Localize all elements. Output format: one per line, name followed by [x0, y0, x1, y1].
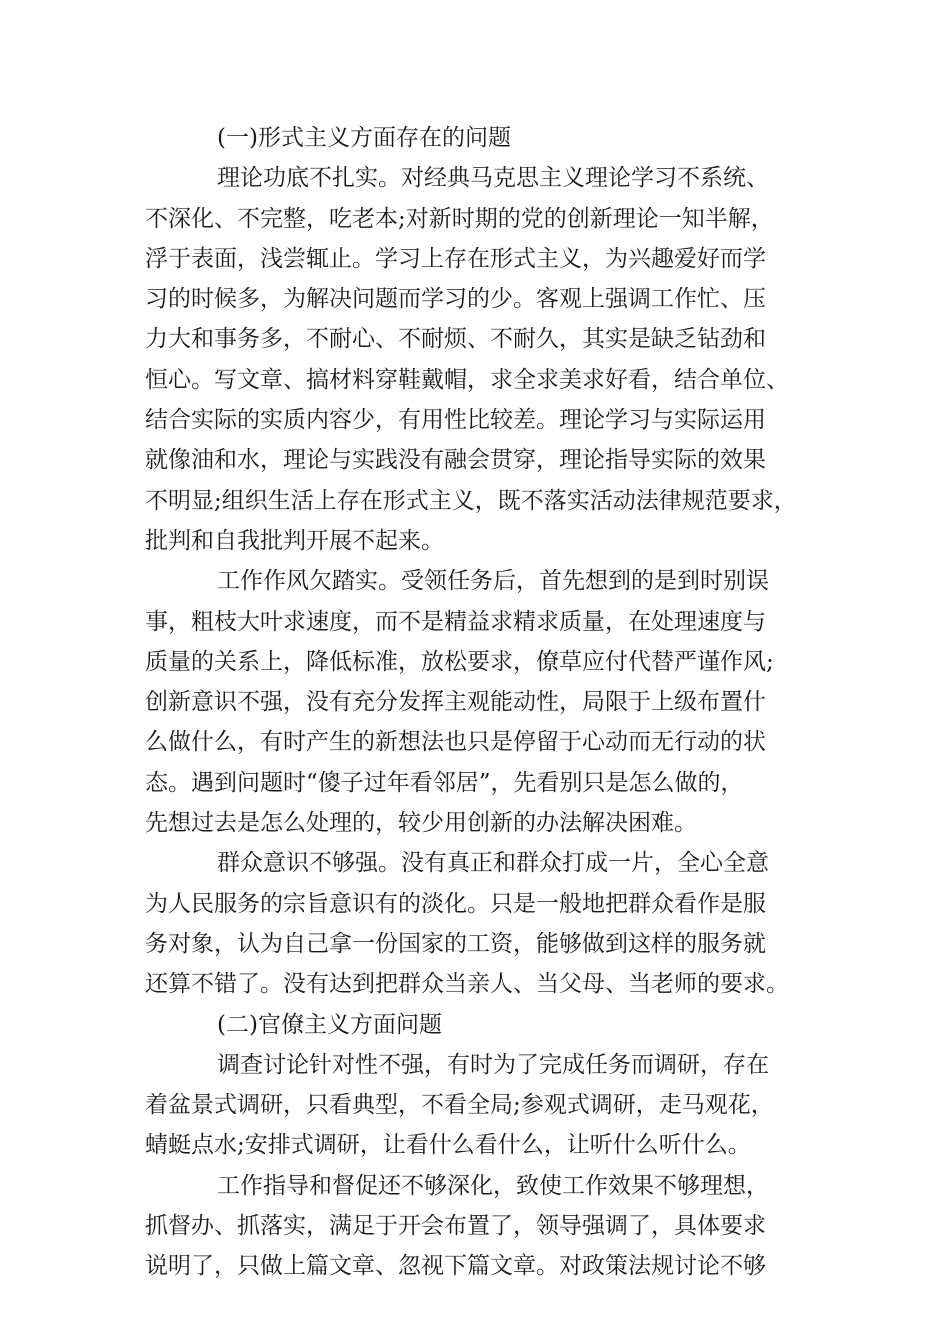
- paragraph-line: 理论功底不扎实。对经典马克思主义理论学习不系统、: [217, 165, 769, 192]
- paragraph-line: 结合实际的实质内容少，有用性比较差。理论学习与实际运用: [145, 407, 766, 434]
- paragraph-line: 说明了，只做上篇文章、忽视下篇文章。对政策法规讨论不够: [145, 1253, 766, 1280]
- paragraph-line: 群众意识不够强。没有真正和群众打成一片，全心全意: [217, 850, 769, 877]
- paragraph-line: 务对象，认为自己拿一份国家的工资，能够做到这样的服务就: [145, 930, 766, 957]
- paragraph-line: 创新意识不强，没有充分发挥主观能动性，局限于上级布置什: [145, 689, 766, 716]
- paragraph-line: 着盆景式调研，只看典型，不看全局;参观式调研，走马观花，: [145, 1092, 774, 1119]
- section-heading-2: (二)官僚主义方面问题: [217, 1011, 442, 1038]
- paragraph-line: 就像油和水，理论与实践没有融会贯穿，理论指导实际的效果: [145, 447, 766, 474]
- paragraph-line: 态。遇到问题时“傻子过年看邻居”，先看别只是怎么做的，: [145, 769, 744, 796]
- paragraph-line: 为人民服务的宗旨意识有的淡化。只是一般地把群众看作是服: [145, 890, 766, 917]
- paragraph-line: 蜻蜓点水;安排式调研，让看什么看什么，让听什么听什么。: [145, 1132, 751, 1159]
- paragraph-line: 质量的关系上，降低标准，放松要求，僚草应付代替严谨作风;: [145, 648, 774, 675]
- paragraph-line: 恒心。写文章、搞材料穿鞋戴帽，求全求美求好看，结合单位、: [145, 366, 789, 393]
- paragraph-line: 还算不错了。没有达到把群众当亲人、当父母、当老师的要求。: [145, 971, 789, 998]
- section-heading-1: (一)形式主义方面存在的问题: [217, 125, 511, 151]
- paragraph-line: 调查讨论针对性不强，有时为了完成任务而调研，存在: [217, 1051, 769, 1078]
- document-body: [145, 118, 805, 1287]
- paragraph-line: 不深化、不完整，吃老本;对新时期的党的创新理论一知半解，: [145, 205, 774, 232]
- paragraph-line: 习的时候多，为解决问题而学习的少。客观上强调工作忙、压: [145, 286, 766, 313]
- paragraph-line: 力大和事务多，不耐心、不耐烦、不耐久，其实是缺乏钻劲和: [145, 326, 766, 353]
- paragraph-line: 抓督办、抓落实，满足于开会布置了，领导强调了，具体要求: [145, 1213, 766, 1240]
- paragraph-line: 先想过去是怎么处理的，较少用创新的办法解决困难。: [145, 810, 697, 837]
- paragraph-line: 么做什么，有时产生的新想法也只是停留于心动而无行动的状: [145, 729, 766, 756]
- paragraph-line: 工作作风欠踏实。受领任务后，首先想到的是到时别误: [217, 568, 769, 595]
- paragraph-line: 不明显;组织生活上存在形式主义，既不落实活动法律规范要求，: [145, 487, 797, 514]
- paragraph-line: 工作指导和督促还不够深化，致使工作效果不够理想，: [217, 1172, 769, 1199]
- paragraph-line: 浮于表面，浅尝辄止。学习上存在形式主义，为兴趣爱好而学: [145, 245, 766, 272]
- paragraph-line: 批判和自我批判开展不起来。: [145, 527, 444, 554]
- paragraph-line: 事，粗枝大叶求速度，而不是精益求精求质量，在处理速度与: [145, 608, 766, 635]
